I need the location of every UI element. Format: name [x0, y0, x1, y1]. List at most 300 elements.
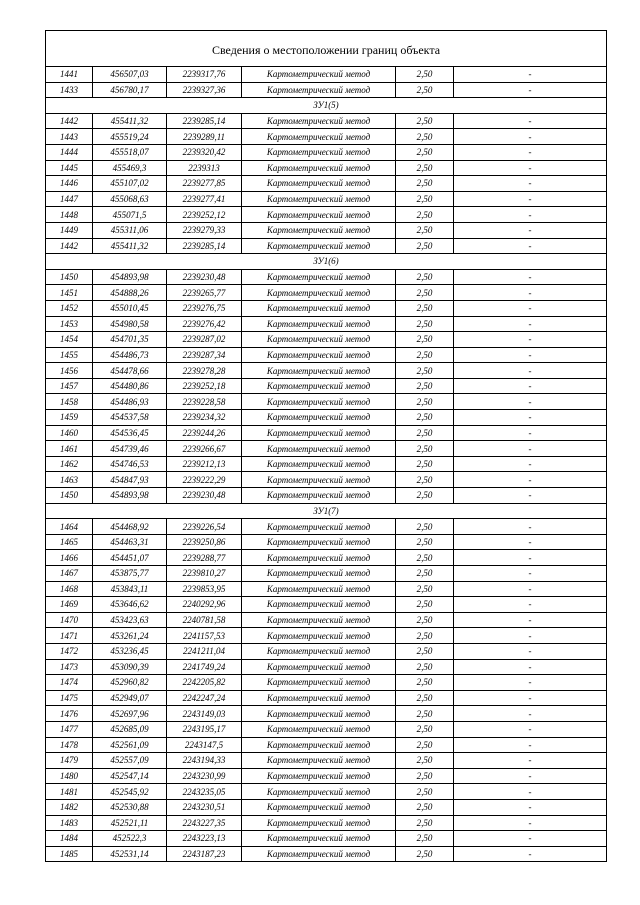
table-row	[46, 534, 607, 550]
coord-x: 453646,62	[93, 597, 167, 613]
point-number: 1465	[46, 534, 93, 550]
table-row	[46, 550, 607, 566]
coord-x: 452531,14	[93, 846, 167, 862]
point-number: 1461	[46, 441, 93, 457]
table-row	[46, 347, 607, 363]
coord-y: 2242205,82	[167, 675, 242, 691]
accuracy-cell: 2,50	[396, 597, 454, 613]
coord-x: 454746,53	[93, 456, 167, 472]
table-row	[46, 269, 607, 285]
section-label: ЗУ1(5)	[46, 98, 607, 114]
table-row	[46, 799, 607, 815]
point-number: 1454	[46, 332, 93, 348]
boundary-table-body	[46, 31, 607, 862]
accuracy-cell: 2,50	[396, 113, 454, 129]
accuracy-cell: 2,50	[396, 846, 454, 862]
point-number: 1460	[46, 425, 93, 441]
table-row	[46, 316, 607, 332]
table-row	[46, 410, 607, 426]
coord-x: 452545,92	[93, 784, 167, 800]
point-number: 1448	[46, 207, 93, 223]
accuracy-cell: 2,50	[396, 222, 454, 238]
coord-x: 454739,46	[93, 441, 167, 457]
coord-y: 2239230,48	[167, 269, 242, 285]
method-cell: Картометрический метод	[242, 207, 396, 223]
description-cell: -	[454, 456, 607, 472]
table-row	[46, 67, 607, 83]
coord-x: 454980,58	[93, 316, 167, 332]
table-row	[46, 238, 607, 254]
accuracy-cell: 2,50	[396, 472, 454, 488]
table-row	[46, 144, 607, 160]
description-cell: -	[454, 472, 607, 488]
description-cell: -	[454, 799, 607, 815]
table-row	[46, 815, 607, 831]
description-cell: -	[454, 706, 607, 722]
accuracy-cell: 2,50	[396, 488, 454, 504]
point-number: 1464	[46, 519, 93, 535]
table-row	[46, 597, 607, 613]
coord-x: 454701,35	[93, 332, 167, 348]
accuracy-cell: 2,50	[396, 581, 454, 597]
accuracy-cell: 2,50	[396, 721, 454, 737]
coord-y: 2239252,18	[167, 378, 242, 394]
coord-y: 2239276,75	[167, 300, 242, 316]
method-cell: Картометрический метод	[242, 363, 396, 379]
point-number: 1442	[46, 113, 93, 129]
table-row	[46, 581, 607, 597]
point-number: 1466	[46, 550, 93, 566]
table-row	[46, 456, 607, 472]
method-cell: Картометрический метод	[242, 628, 396, 644]
coord-y: 2239265,77	[167, 285, 242, 301]
description-cell: -	[454, 612, 607, 628]
table-row	[46, 378, 607, 394]
section-row	[46, 98, 607, 114]
coord-y: 2239279,33	[167, 222, 242, 238]
coord-y: 2239277,85	[167, 176, 242, 192]
coord-x: 455068,63	[93, 191, 167, 207]
page-title: Сведения о местоположении границ объекта	[46, 31, 607, 67]
table-row	[46, 472, 607, 488]
description-cell: -	[454, 488, 607, 504]
coord-x: 454893,98	[93, 269, 167, 285]
method-cell: Картометрический метод	[242, 160, 396, 176]
description-cell: -	[454, 191, 607, 207]
coord-x: 452557,09	[93, 753, 167, 769]
coord-y: 2239228,58	[167, 394, 242, 410]
accuracy-cell: 2,50	[396, 332, 454, 348]
table-row	[46, 519, 607, 535]
accuracy-cell: 2,50	[396, 815, 454, 831]
accuracy-cell: 2,50	[396, 690, 454, 706]
coord-y: 2239285,14	[167, 238, 242, 254]
description-cell: -	[454, 643, 607, 659]
coord-x: 454486,93	[93, 394, 167, 410]
coord-x: 455518,07	[93, 144, 167, 160]
description-cell: -	[454, 300, 607, 316]
coord-x: 455411,32	[93, 238, 167, 254]
coord-y: 2239244,26	[167, 425, 242, 441]
point-number: 1463	[46, 472, 93, 488]
table-row	[46, 191, 607, 207]
coord-y: 2239230,48	[167, 488, 242, 504]
description-cell: -	[454, 550, 607, 566]
accuracy-cell: 2,50	[396, 706, 454, 722]
method-cell: Картометрический метод	[242, 332, 396, 348]
coord-y: 2239234,32	[167, 410, 242, 426]
accuracy-cell: 2,50	[396, 191, 454, 207]
method-cell: Картометрический метод	[242, 643, 396, 659]
point-number: 1485	[46, 846, 93, 862]
coord-y: 2243230,51	[167, 799, 242, 815]
method-cell: Картометрический метод	[242, 129, 396, 145]
accuracy-cell: 2,50	[396, 238, 454, 254]
coord-y: 2239289,11	[167, 129, 242, 145]
accuracy-cell: 2,50	[396, 300, 454, 316]
table-row	[46, 82, 607, 98]
description-cell: -	[454, 784, 607, 800]
table-row	[46, 768, 607, 784]
accuracy-cell: 2,50	[396, 659, 454, 675]
table-row	[46, 753, 607, 769]
method-cell: Картометрический метод	[242, 815, 396, 831]
accuracy-cell: 2,50	[396, 176, 454, 192]
coord-y: 2239276,42	[167, 316, 242, 332]
coord-x: 452547,14	[93, 768, 167, 784]
section-label: ЗУ1(7)	[46, 503, 607, 519]
table-row	[46, 690, 607, 706]
coord-y: 2239327,36	[167, 82, 242, 98]
point-number: 1478	[46, 737, 93, 753]
accuracy-cell: 2,50	[396, 799, 454, 815]
accuracy-cell: 2,50	[396, 378, 454, 394]
coord-y: 2239313	[167, 160, 242, 176]
coord-y: 2242247,24	[167, 690, 242, 706]
description-cell: -	[454, 566, 607, 582]
accuracy-cell: 2,50	[396, 566, 454, 582]
coord-x: 455311,06	[93, 222, 167, 238]
point-number: 1442	[46, 238, 93, 254]
description-cell: -	[454, 581, 607, 597]
coord-x: 455010,45	[93, 300, 167, 316]
coord-x: 452960,82	[93, 675, 167, 691]
coord-x: 452521,11	[93, 815, 167, 831]
coord-y: 2243147,5	[167, 737, 242, 753]
description-cell: -	[454, 316, 607, 332]
method-cell: Картометрический метод	[242, 222, 396, 238]
coord-y: 2243230,99	[167, 768, 242, 784]
accuracy-cell: 2,50	[396, 285, 454, 301]
coord-x: 452697,96	[93, 706, 167, 722]
accuracy-cell: 2,50	[396, 316, 454, 332]
point-number: 1474	[46, 675, 93, 691]
method-cell: Картометрический метод	[242, 144, 396, 160]
section-label: ЗУ1(6)	[46, 254, 607, 270]
table-row	[46, 675, 607, 691]
method-cell: Картометрический метод	[242, 612, 396, 628]
coord-x: 454463,31	[93, 534, 167, 550]
point-number: 1453	[46, 316, 93, 332]
method-cell: Картометрический метод	[242, 519, 396, 535]
description-cell: -	[454, 285, 607, 301]
point-number: 1446	[46, 176, 93, 192]
description-cell: -	[454, 394, 607, 410]
method-cell: Картометрический метод	[242, 488, 396, 504]
description-cell: -	[454, 768, 607, 784]
description-cell: -	[454, 441, 607, 457]
coord-x: 453423,63	[93, 612, 167, 628]
point-number: 1444	[46, 144, 93, 160]
table-row	[46, 784, 607, 800]
point-number: 1449	[46, 222, 93, 238]
coord-x: 454451,07	[93, 550, 167, 566]
accuracy-cell: 2,50	[396, 737, 454, 753]
description-cell: -	[454, 67, 607, 83]
coord-y: 2239277,41	[167, 191, 242, 207]
coord-y: 2241157,53	[167, 628, 242, 644]
method-cell: Картометрический метод	[242, 690, 396, 706]
table-row	[46, 737, 607, 753]
accuracy-cell: 2,50	[396, 129, 454, 145]
coord-y: 2239278,28	[167, 363, 242, 379]
description-cell: -	[454, 332, 607, 348]
coord-y: 2239320,42	[167, 144, 242, 160]
coord-y: 2243235,05	[167, 784, 242, 800]
table-row	[46, 176, 607, 192]
coord-x: 455519,24	[93, 129, 167, 145]
description-cell: -	[454, 846, 607, 862]
point-number: 1476	[46, 706, 93, 722]
table-row	[46, 300, 607, 316]
coord-y: 2243223,13	[167, 831, 242, 847]
coord-y: 2243187,23	[167, 846, 242, 862]
coord-x: 453090,39	[93, 659, 167, 675]
method-cell: Картометрический метод	[242, 675, 396, 691]
table-row	[46, 363, 607, 379]
method-cell: Картометрический метод	[242, 768, 396, 784]
table-row	[46, 285, 607, 301]
table-row	[46, 394, 607, 410]
point-number: 1450	[46, 269, 93, 285]
coord-x: 454536,45	[93, 425, 167, 441]
coord-x: 455411,32	[93, 113, 167, 129]
coord-y: 2239250,86	[167, 534, 242, 550]
accuracy-cell: 2,50	[396, 207, 454, 223]
accuracy-cell: 2,50	[396, 425, 454, 441]
accuracy-cell: 2,50	[396, 643, 454, 659]
coord-y: 2243149,03	[167, 706, 242, 722]
method-cell: Картометрический метод	[242, 285, 396, 301]
coord-y: 2243227,35	[167, 815, 242, 831]
accuracy-cell: 2,50	[396, 441, 454, 457]
table-row	[46, 831, 607, 847]
coord-x: 455469,3	[93, 160, 167, 176]
accuracy-cell: 2,50	[396, 363, 454, 379]
method-cell: Картометрический метод	[242, 534, 396, 550]
accuracy-cell: 2,50	[396, 784, 454, 800]
accuracy-cell: 2,50	[396, 534, 454, 550]
point-number: 1472	[46, 643, 93, 659]
method-cell: Картометрический метод	[242, 113, 396, 129]
coord-x: 454478,66	[93, 363, 167, 379]
point-number: 1433	[46, 82, 93, 98]
table-row	[46, 129, 607, 145]
boundary-table	[45, 30, 607, 862]
description-cell: -	[454, 207, 607, 223]
coord-y: 2239288,77	[167, 550, 242, 566]
point-number: 1467	[46, 566, 93, 582]
method-cell: Картометрический метод	[242, 550, 396, 566]
table-row	[46, 207, 607, 223]
description-cell: -	[454, 144, 607, 160]
table-row	[46, 566, 607, 582]
method-cell: Картометрический метод	[242, 316, 396, 332]
method-cell: Картометрический метод	[242, 456, 396, 472]
method-cell: Картометрический метод	[242, 737, 396, 753]
method-cell: Картометрический метод	[242, 721, 396, 737]
point-number: 1441	[46, 67, 93, 83]
point-number: 1452	[46, 300, 93, 316]
description-cell: -	[454, 129, 607, 145]
accuracy-cell: 2,50	[396, 612, 454, 628]
coord-y: 2241211,04	[167, 643, 242, 659]
description-cell: -	[454, 737, 607, 753]
coord-y: 2239266,67	[167, 441, 242, 457]
method-cell: Картометрический метод	[242, 410, 396, 426]
coord-x: 454893,98	[93, 488, 167, 504]
description-cell: -	[454, 176, 607, 192]
point-number: 1469	[46, 597, 93, 613]
method-cell: Картометрический метод	[242, 394, 396, 410]
description-cell: -	[454, 659, 607, 675]
coord-x: 452561,09	[93, 737, 167, 753]
coord-x: 453261,24	[93, 628, 167, 644]
coord-y: 2243195,17	[167, 721, 242, 737]
point-number: 1447	[46, 191, 93, 207]
coord-x: 453236,45	[93, 643, 167, 659]
coord-x: 454480,86	[93, 378, 167, 394]
point-number: 1470	[46, 612, 93, 628]
accuracy-cell: 2,50	[396, 519, 454, 535]
point-number: 1450	[46, 488, 93, 504]
accuracy-cell: 2,50	[396, 67, 454, 83]
point-number: 1445	[46, 160, 93, 176]
point-number: 1471	[46, 628, 93, 644]
accuracy-cell: 2,50	[396, 831, 454, 847]
coord-x: 453843,11	[93, 581, 167, 597]
coord-y: 2239222,29	[167, 472, 242, 488]
point-number: 1477	[46, 721, 93, 737]
description-cell: -	[454, 721, 607, 737]
description-cell: -	[454, 690, 607, 706]
coord-x: 452530,88	[93, 799, 167, 815]
coord-x: 452685,09	[93, 721, 167, 737]
accuracy-cell: 2,50	[396, 347, 454, 363]
description-cell: -	[454, 363, 607, 379]
accuracy-cell: 2,50	[396, 753, 454, 769]
description-cell: -	[454, 222, 607, 238]
coord-y: 2239317,76	[167, 67, 242, 83]
description-cell: -	[454, 82, 607, 98]
point-number: 1475	[46, 690, 93, 706]
coord-x: 455107,02	[93, 176, 167, 192]
description-cell: -	[454, 753, 607, 769]
table-row	[46, 659, 607, 675]
section-row	[46, 254, 607, 270]
accuracy-cell: 2,50	[396, 269, 454, 285]
table-row	[46, 488, 607, 504]
point-number: 1458	[46, 394, 93, 410]
method-cell: Картометрический метод	[242, 753, 396, 769]
coord-x: 454468,92	[93, 519, 167, 535]
coord-y: 2239212,13	[167, 456, 242, 472]
table-row	[46, 113, 607, 129]
point-number: 1484	[46, 831, 93, 847]
method-cell: Картометрический метод	[242, 472, 396, 488]
table-row	[46, 721, 607, 737]
coord-y: 2243194,33	[167, 753, 242, 769]
description-cell: -	[454, 519, 607, 535]
point-number: 1479	[46, 753, 93, 769]
method-cell: Картометрический метод	[242, 300, 396, 316]
description-cell: -	[454, 347, 607, 363]
description-cell: -	[454, 238, 607, 254]
accuracy-cell: 2,50	[396, 456, 454, 472]
description-cell: -	[454, 675, 607, 691]
method-cell: Картометрический метод	[242, 67, 396, 83]
coord-x: 454847,93	[93, 472, 167, 488]
coord-x: 455071,5	[93, 207, 167, 223]
point-number: 1443	[46, 129, 93, 145]
coord-x: 456780,17	[93, 82, 167, 98]
point-number: 1456	[46, 363, 93, 379]
accuracy-cell: 2,50	[396, 144, 454, 160]
coord-y: 2240781,58	[167, 612, 242, 628]
method-cell: Картометрический метод	[242, 659, 396, 675]
table-row	[46, 628, 607, 644]
coord-x: 454537,58	[93, 410, 167, 426]
table-row	[46, 441, 607, 457]
coord-x: 452522,3	[93, 831, 167, 847]
table-row	[46, 160, 607, 176]
description-cell: -	[454, 597, 607, 613]
method-cell: Картометрический метод	[242, 191, 396, 207]
method-cell: Картометрический метод	[242, 706, 396, 722]
method-cell: Картометрический метод	[242, 82, 396, 98]
method-cell: Картометрический метод	[242, 831, 396, 847]
coord-x: 452949,07	[93, 690, 167, 706]
accuracy-cell: 2,50	[396, 394, 454, 410]
coord-x: 454486,73	[93, 347, 167, 363]
method-cell: Картометрический метод	[242, 425, 396, 441]
table-row	[46, 846, 607, 862]
point-number: 1451	[46, 285, 93, 301]
coord-x: 454888,26	[93, 285, 167, 301]
point-number: 1482	[46, 799, 93, 815]
accuracy-cell: 2,50	[396, 675, 454, 691]
table-row	[46, 706, 607, 722]
method-cell: Картометрический метод	[242, 441, 396, 457]
point-number: 1468	[46, 581, 93, 597]
point-number: 1480	[46, 768, 93, 784]
method-cell: Картометрический метод	[242, 566, 396, 582]
method-cell: Картометрический метод	[242, 269, 396, 285]
coord-y: 2239287,02	[167, 332, 242, 348]
point-number: 1483	[46, 815, 93, 831]
method-cell: Картометрический метод	[242, 347, 396, 363]
accuracy-cell: 2,50	[396, 160, 454, 176]
